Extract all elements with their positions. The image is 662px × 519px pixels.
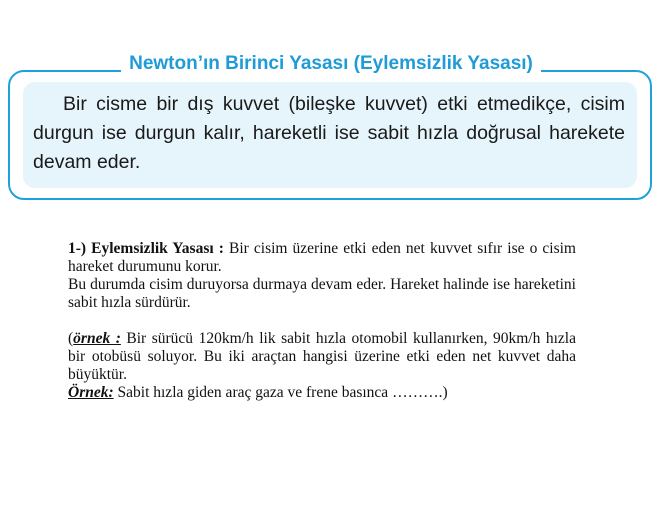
definition-text: Bir cisme bir dış kuvvet (bileşke kuvvet) etki etmedikçe, cisim durgun ise durgun kalır, hareketli ise sabit hızla doğrusal harekete devam eder. bbox=[33, 93, 625, 173]
lesson-body bbox=[68, 240, 576, 402]
definition-title: Newton’ın Birinci Yasası (Eylemsizlik Yasası) bbox=[121, 53, 541, 74]
definition-title-wrapper bbox=[0, 51, 662, 77]
example-1-text: Bir sürücü 120km/h lik sabit hızla otomobil kullanırken, 90km/h hızla bir otobüsü soluyor. Bu iki araçtan hangisi üzerine etki eden net kuvvet daha büyüktür. bbox=[68, 330, 576, 383]
example-1-label: örnek : bbox=[73, 330, 121, 347]
definition-box bbox=[23, 82, 637, 188]
example-1-open-paren: ( bbox=[68, 330, 74, 347]
example-1 bbox=[68, 330, 576, 384]
example-2-text: Sabit hızla giden araç gaza ve frene basınca ……….) bbox=[113, 384, 448, 401]
section-paragraph-1 bbox=[68, 240, 576, 276]
spacer bbox=[68, 312, 576, 330]
section-intro: Bir cisim üzerine etki eden net kuvvet sıfır ise o cisim hareket durumunu korur. bbox=[68, 240, 576, 275]
example-2 bbox=[68, 384, 576, 402]
example-2-label: Örnek: bbox=[68, 384, 114, 401]
section-heading: 1-) Eylemsizlik Yasası : bbox=[68, 240, 224, 257]
section-paragraph-2: Bu durumda cisim duruyorsa durmaya devam eder. Hareket halinde ise hareketini sabit hızla sürdürür. bbox=[68, 276, 576, 311]
